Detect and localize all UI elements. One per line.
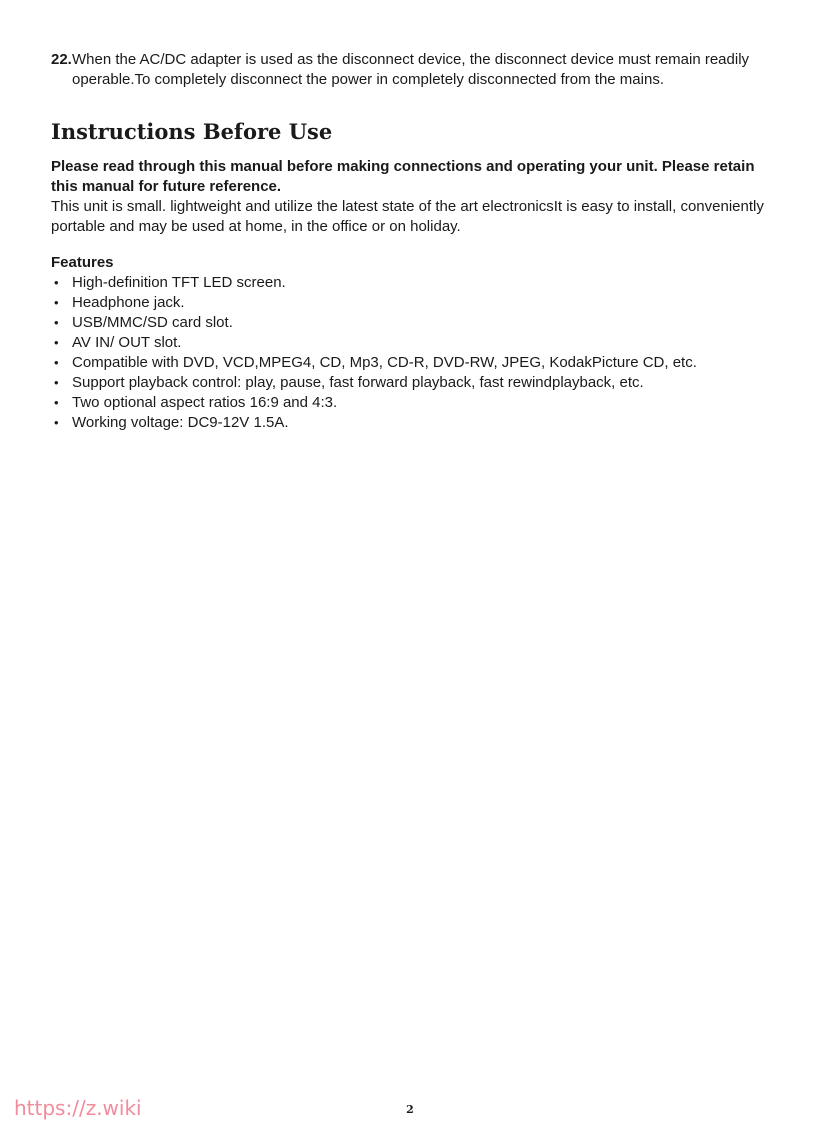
safety-item-22 [51,50,781,90]
list-item: • USB/MMC/SD card slot. [54,314,233,331]
intro-text: This unit is small. lightweight and utilize the latest state of the art electronicsIt is easy to install, conveniently portable and may be used at home, in the office or on holiday. [51,198,764,235]
bullet-icon: • [54,335,59,350]
item-text: When the AC/DC adapter is used as the disconnect device, the disconnect device must remain readily operable.To completely disconnect the power in completely disconnected from the mains. [72,51,750,88]
list-item: • Compatible with DVD, VCD,MPEG4, CD, Mp3, CD-R, DVD-RW, JPEG, KodakPicture CD, etc. [54,354,697,371]
list-item: • Two optional aspect ratios 16:9 and 4:3. [54,394,338,411]
list-item: • Support playback control: play, pause, fast forward playback, fast rewindplayback, etc. [54,374,644,391]
bullet-icon: • [54,375,59,390]
list-item: • AV IN/ OUT slot. [54,334,182,351]
list-item: • Headphone jack. [54,294,185,311]
list-item: • High-definition TFT LED screen. [54,274,286,291]
bullet-icon: • [54,415,59,430]
features-heading: Features [51,254,114,271]
bullet-icon: • [54,315,59,330]
bullet-icon: • [54,275,59,290]
manual-page [51,50,781,433]
item-number: 22. [51,51,72,68]
section-title: Instructions Before Use [51,119,333,144]
bullet-icon: • [54,295,59,310]
intro-paragraph [51,157,781,237]
bullet-icon: • [54,355,59,370]
intro-bold-text: Please read through this manual before making connections and operating your unit. Please retain this manual for future reference. [51,158,755,195]
page-number: 2 [406,1103,414,1116]
features-list [51,273,781,433]
watermark-link[interactable]: https://z.wiki [14,1096,142,1120]
list-item: • Working voltage: DC9-12V 1.5A. [54,414,289,431]
bullet-icon: • [54,395,59,410]
